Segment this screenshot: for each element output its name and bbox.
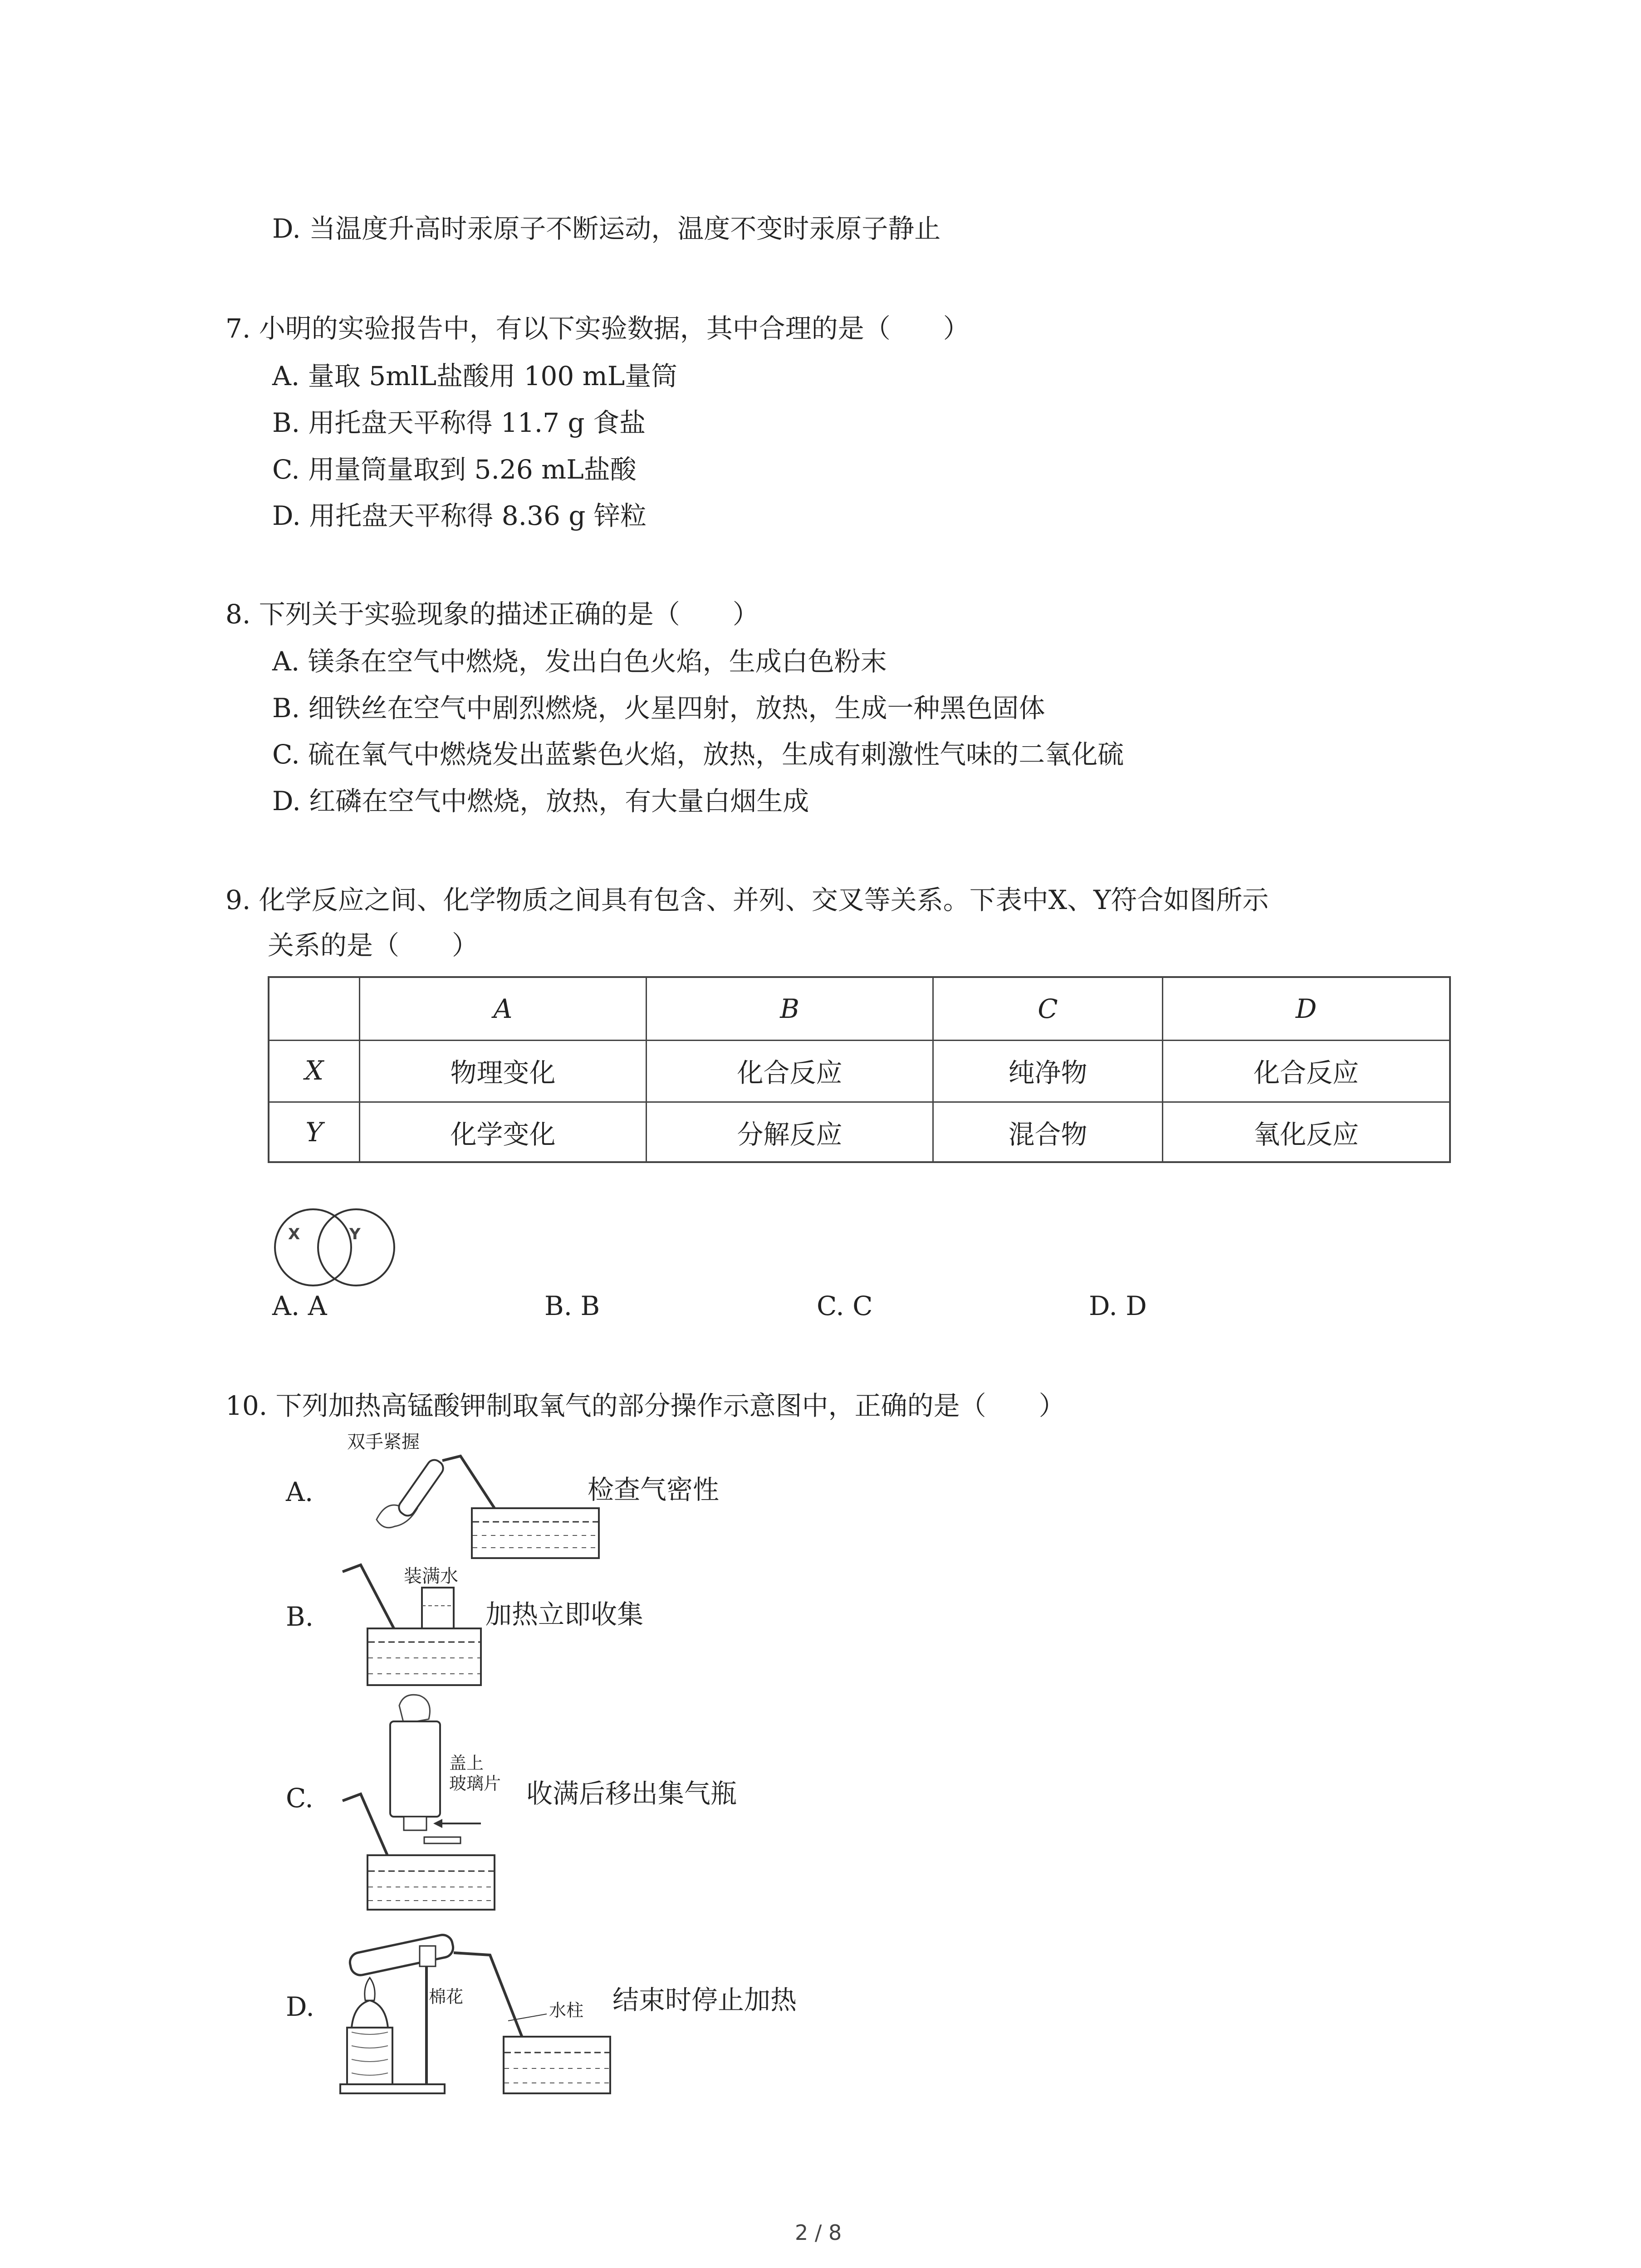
q10-option-a-caption: 检查气密性 [588, 1474, 720, 1505]
q10-option-b-letter: B. [286, 1601, 314, 1632]
q10-figure-d [336, 1923, 617, 2105]
wooden-block-icon [347, 2028, 392, 2084]
alcohol-lamp-icon [352, 2000, 388, 2028]
q10-option-c-letter: C. [286, 1783, 314, 1813]
water-trough-icon [472, 1508, 599, 1558]
table-cell: 物理变化 [360, 1040, 647, 1101]
water-trough-icon [367, 1855, 495, 1910]
test-tube-icon [348, 1933, 455, 1977]
venn-label-x: X [288, 1225, 300, 1243]
gas-jar-icon [390, 1721, 440, 1817]
q9-table [268, 976, 1451, 1163]
q10-figure-a [345, 1429, 608, 1565]
q6-option-d: D. 当温度升高时汞原子不断运动，温度不变时汞原子静止 [272, 213, 941, 244]
table-header-c: C [934, 978, 1163, 1040]
flame-icon [365, 1978, 375, 2000]
q9-option-a: A. A [272, 1290, 327, 1321]
figure-label-cotton: 棉花 [429, 1987, 464, 2007]
q9-stem-line2: 关系的是（ ） [268, 930, 479, 961]
table-cell: 化合反应 [647, 1040, 934, 1101]
q8-option-b: B. 细铁丝在空气中剧烈燃烧，火星四射，放热，生成一种黑色固体 [272, 693, 1045, 723]
q7-option-b: B. 用托盘天平称得 11.7 g 食盐 [272, 407, 646, 438]
q10-figure-b [336, 1560, 485, 1692]
q10-stem: 10. 下列加热高锰酸钾制取氧气的部分操作示意图中，正确的是（ ） [225, 1390, 1065, 1421]
table-row-label-x: X [269, 1040, 360, 1101]
q9-venn-diagram [263, 1207, 408, 1288]
water-trough-icon [367, 1628, 481, 1685]
table-cell [269, 978, 360, 1040]
q10-option-a-letter: A. [286, 1476, 314, 1507]
table-header-b: B [647, 978, 934, 1040]
table-cell: 氧化反应 [1253, 1119, 1359, 1150]
table-cell: 分解反应 [647, 1101, 934, 1163]
q10-option-d-caption: 结束时停止加热 [612, 1984, 797, 2015]
q8-stem: 8. 下列关于实验现象的描述正确的是（ ） [225, 599, 759, 630]
q8-option-c: C. 硫在氧气中燃烧发出蓝紫色火焰，放热，生成有刺激性气味的二氧化硫 [272, 739, 1124, 770]
venn-circle-y [318, 1209, 394, 1286]
test-tube-icon [396, 1457, 446, 1518]
figure-label-full-water: 装满水 [404, 1566, 458, 1587]
q9-option-c: C. C [817, 1290, 873, 1321]
figure-label-water-column: 水柱 [549, 2000, 584, 2020]
q9-stem-line1: 9. 化学反应之间、化学物质之间具有包含、并列、交叉等关系。下表中X、Y符合如图所示 [225, 885, 1269, 915]
table-cell: 化学变化 [360, 1101, 647, 1163]
iron-stand-base-icon [340, 2084, 445, 2093]
table-cell: 混合物 [934, 1101, 1163, 1163]
q7-option-d: D. 用托盘天平称得 8.36 g 锌粒 [272, 500, 647, 531]
q9-table-header-row [269, 978, 1449, 1041]
figure-label-glass-plate-1: 盖上 [449, 1753, 484, 1773]
q9-option-b: B. B [544, 1290, 600, 1321]
glass-plate-icon [424, 1837, 460, 1843]
q10-option-d-letter: D. [286, 1991, 314, 2022]
table-row [269, 1101, 1449, 1163]
q9-option-d: D. D [1089, 1290, 1147, 1321]
figure-label-hands: 双手紧握 [347, 1432, 420, 1452]
table-cell: 纯净物 [934, 1040, 1163, 1101]
table-header-a: A [360, 978, 647, 1040]
q10-option-b-caption: 加热立即收集 [485, 1599, 644, 1630]
venn-circle-x [275, 1209, 351, 1286]
table-header-d: D [1295, 993, 1317, 1024]
clamp-icon [420, 1946, 436, 1966]
q10-option-c-caption: 收满后移出集气瓶 [526, 1778, 737, 1809]
table-row [269, 1040, 1449, 1103]
q7-option-a: A. 量取 5mlL盐酸用 100 mL量筒 [272, 361, 678, 391]
venn-label-y: Y [349, 1225, 361, 1243]
table-row-label-y: Y [269, 1101, 360, 1163]
table-cell: 化合反应 [1253, 1057, 1359, 1088]
figure-label-glass-plate-2: 玻璃片 [449, 1774, 501, 1794]
q7-stem: 7. 小明的实验报告中，有以下实验数据，其中合理的是（ ） [225, 313, 970, 344]
jar-neck [404, 1817, 426, 1830]
water-trough-icon [504, 2037, 610, 2093]
arrowhead-icon [433, 1819, 442, 1828]
hand-icon [399, 1695, 430, 1724]
q7-option-c: C. 用量筒量取到 5.26 mL盐酸 [272, 454, 637, 485]
q8-option-a: A. 镁条在空气中燃烧，发出白色火焰，生成白色粉末 [272, 646, 887, 677]
page-number: 2 / 8 [795, 2220, 842, 2245]
q10-figure-c [336, 1692, 508, 1919]
q8-option-d: D. 红磷在空气中燃烧，放热，有大量白烟生成 [272, 786, 809, 816]
